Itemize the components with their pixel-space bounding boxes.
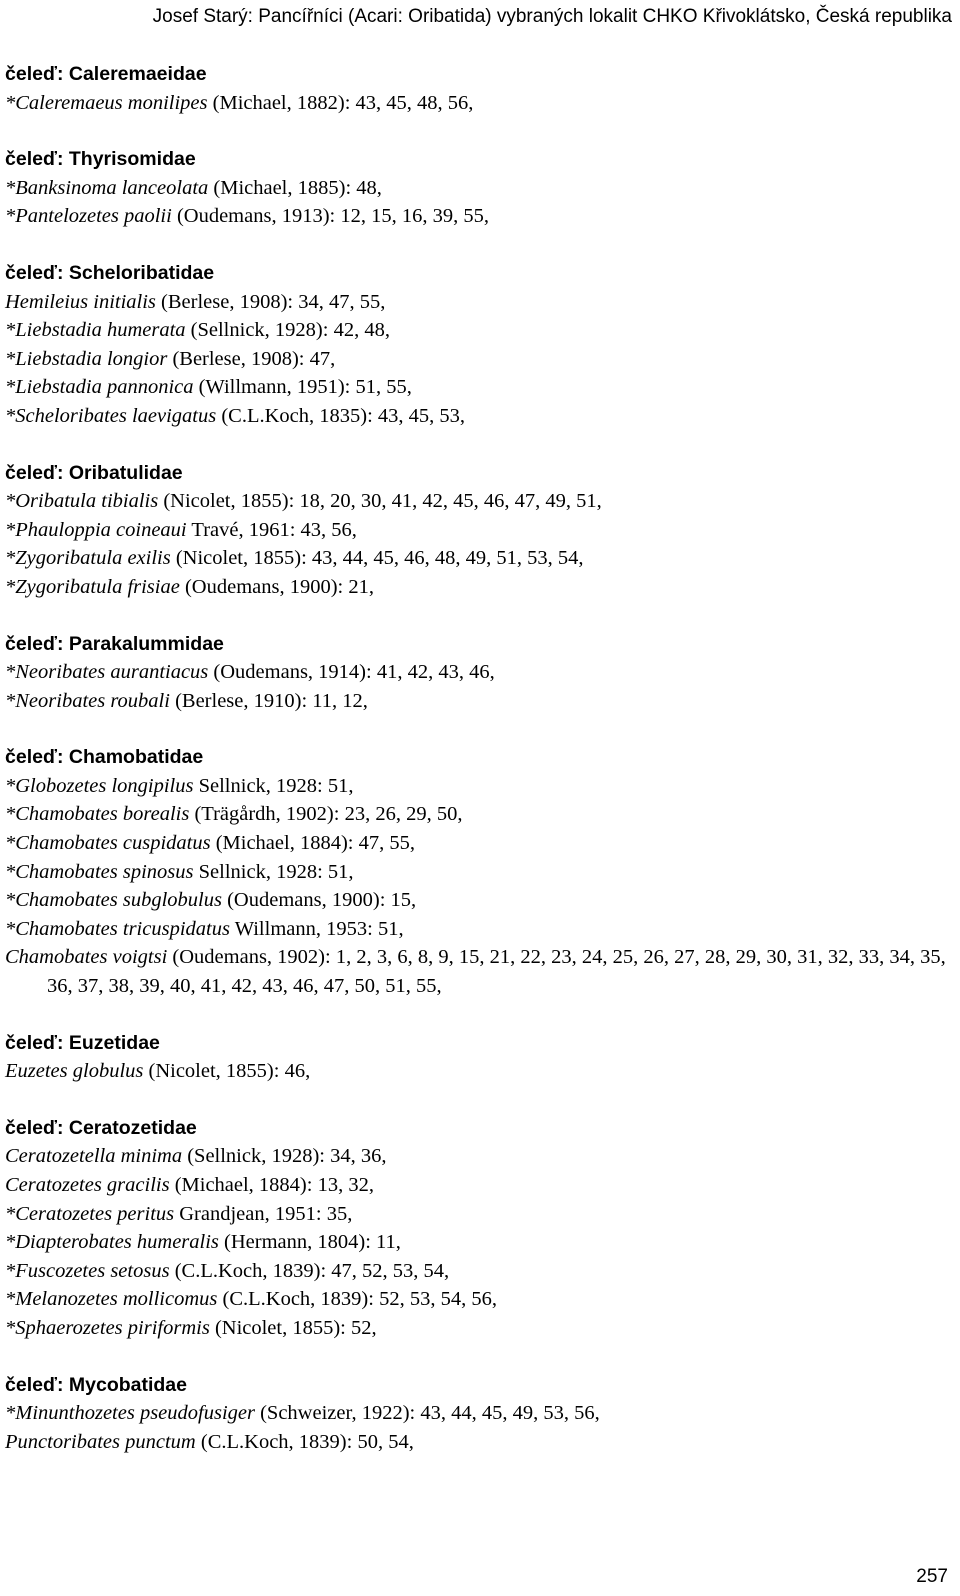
species-name: *Chamobates spinosus	[5, 860, 194, 883]
species-name: *Liebstadia longior	[5, 347, 168, 370]
family-heading: čeleď: Mycobatidae	[5, 1373, 187, 1396]
family-heading: čeleď: Oribatulidae	[5, 461, 183, 484]
species-name: *Scheloribates laevigatus	[5, 404, 217, 427]
species-entry	[5, 288, 950, 317]
family-section	[5, 1029, 950, 1086]
species-details: (Berlese, 1908): 47,	[167, 347, 336, 370]
species-details: (Sellnick, 1928): 42, 48,	[185, 319, 390, 342]
family-section	[5, 459, 950, 602]
species-details: (C.L.Koch, 1839): 47, 52, 53, 54,	[169, 1259, 450, 1282]
species-entry	[5, 829, 950, 858]
species-details: (Oudemans, 1902): 1, 2, 3, 6, 8, 9, 15, 21, 22, 23, 24, 25, 26, 27, 28, 29, 30, 31, 32, 33, 34, 35, 36, 37, 38, 39, 40, 41, 42, 43, 46, 47, 50, 51, 55,	[47, 946, 946, 998]
species-name: *Caleremaeus monilipes	[5, 91, 208, 114]
family-heading: čeleď: Chamobatidae	[5, 746, 204, 769]
species-name: *Zygoribatula exilis	[5, 547, 171, 570]
species-name: *Neoribates roubali	[5, 689, 170, 712]
species-name: *Banksinoma lanceolata	[5, 176, 209, 199]
species-entry	[5, 516, 950, 545]
species-entry	[5, 573, 950, 602]
species-details: (C.L.Koch, 1839): 52, 53, 54, 56,	[217, 1288, 497, 1311]
species-details: Grandjean, 1951: 35,	[174, 1202, 353, 1225]
species-details: (Oudemans, 1913): 12, 15, 16, 39, 55,	[171, 205, 489, 228]
species-name: *Globozetes longipilus	[5, 774, 194, 797]
species-name: *Zygoribatula frisiae	[5, 575, 180, 598]
species-entry	[5, 316, 950, 345]
species-entry	[5, 373, 950, 402]
species-name: *Diapterobates humeralis	[5, 1231, 219, 1254]
family-heading: čeleď: Ceratozetidae	[5, 1116, 197, 1139]
species-entry	[5, 89, 950, 118]
species-entry	[5, 943, 950, 1000]
family-section	[5, 145, 950, 231]
species-entry	[5, 687, 950, 716]
species-list	[5, 60, 950, 1484]
family-heading: čeleď: Euzetidae	[5, 1031, 160, 1054]
species-details: (C.L.Koch, 1835): 43, 45, 53,	[216, 404, 466, 427]
species-details: (Michael, 1884): 13, 32,	[169, 1174, 374, 1196]
species-name: *Liebstadia humerata	[5, 319, 186, 342]
species-details: (Berlese, 1910): 11, 12,	[169, 689, 368, 712]
species-name: *Minunthozetes pseudofusiger	[5, 1402, 255, 1425]
species-entry	[5, 800, 950, 829]
species-details: Sellnick, 1928: 51,	[193, 860, 354, 883]
species-entry	[5, 487, 950, 516]
species-details: (Nicolet, 1855): 52,	[209, 1316, 377, 1339]
family-heading: čeleď: Thyrisomidae	[5, 148, 196, 171]
species-name: Ceratozetella minima	[5, 1145, 183, 1168]
species-entry	[5, 1399, 950, 1428]
species-name: *Pantelozetes paolii	[5, 205, 172, 228]
species-details: Travé, 1961: 43, 56,	[186, 518, 357, 541]
species-entry	[5, 772, 950, 801]
species-entry	[5, 1057, 950, 1086]
species-entry	[5, 202, 950, 231]
species-details: (Willmann, 1951): 51, 55,	[193, 376, 412, 399]
species-details: Willmann, 1953: 51,	[229, 917, 404, 940]
species-details: (Berlese, 1908): 34, 47, 55,	[155, 290, 386, 313]
species-entry	[5, 1314, 950, 1343]
species-entry	[5, 402, 950, 431]
family-heading: čeleď: Parakalummidae	[5, 632, 224, 655]
species-name: *Phauloppia coineaui	[5, 518, 187, 541]
species-name: *Oribatula tibialis	[5, 490, 159, 513]
species-details: (Michael, 1885): 48,	[208, 176, 382, 199]
family-section	[5, 1371, 950, 1457]
species-entry	[5, 1428, 950, 1457]
page-number: 257	[916, 1566, 948, 1587]
species-name: *Melanozetes mollicomus	[5, 1288, 218, 1311]
family-section	[5, 743, 950, 1000]
species-details: (Michael, 1882): 43, 45, 48, 56,	[207, 91, 474, 114]
species-entry	[5, 1228, 950, 1257]
species-name: *Neoribates aurantiacus	[5, 661, 209, 684]
species-entry	[5, 915, 950, 944]
family-heading: čeleď: Scheloribatidae	[5, 261, 215, 284]
species-details: (Oudemans, 1900): 15,	[221, 889, 417, 912]
species-entry	[5, 1285, 950, 1314]
species-name: *Chamobates cuspidatus	[5, 832, 211, 855]
family-section	[5, 60, 950, 117]
species-name: Chamobates voigtsi	[5, 946, 168, 969]
species-details: Sellnick, 1928: 51,	[193, 774, 354, 797]
species-details: (Oudemans, 1914): 41, 42, 43, 46,	[208, 661, 495, 684]
species-name: *Ceratozetes peritus	[5, 1202, 175, 1225]
species-name: *Chamobates tricuspidatus	[5, 917, 230, 940]
species-name: *Chamobates borealis	[5, 803, 190, 826]
family-section	[5, 630, 950, 716]
species-name: Euzetes globulus	[5, 1060, 144, 1083]
species-entry	[5, 1171, 950, 1200]
species-details: (Oudemans, 1900): 21,	[179, 575, 374, 598]
species-name: Ceratozetes gracilis	[5, 1174, 170, 1196]
species-entry	[5, 886, 950, 915]
species-name: *Sphaerozetes piriformis	[5, 1316, 210, 1339]
species-details: (Nicolet, 1855): 18, 20, 30, 41, 42, 45, 46, 47, 49, 51,	[158, 490, 602, 513]
species-name: *Fuscozetes setosus	[5, 1259, 170, 1282]
species-details: (C.L.Koch, 1839): 50, 54,	[195, 1430, 414, 1453]
species-details: (Trägårdh, 1902): 23, 26, 29, 50,	[189, 803, 463, 826]
species-name: *Chamobates subglobulus	[5, 889, 222, 912]
species-entry	[5, 1142, 950, 1171]
species-entry	[5, 858, 950, 887]
species-details: (Hermann, 1804): 11,	[218, 1231, 401, 1254]
species-details: (Nicolet, 1855): 46,	[143, 1060, 311, 1083]
species-entry	[5, 1257, 950, 1286]
species-entry	[5, 345, 950, 374]
species-entry	[5, 544, 950, 573]
species-name: Hemileius initialis	[5, 290, 156, 313]
species-name: *Liebstadia pannonica	[5, 376, 194, 399]
species-entry	[5, 174, 950, 203]
family-section	[5, 1114, 950, 1343]
species-details: (Nicolet, 1855): 43, 44, 45, 46, 48, 49, 51, 53, 54,	[170, 547, 584, 570]
species-details: (Schweizer, 1922): 43, 44, 45, 49, 53, 56,	[254, 1402, 600, 1425]
family-section	[5, 259, 950, 431]
species-entry	[5, 658, 950, 687]
species-details: (Sellnick, 1928): 34, 36,	[182, 1145, 387, 1168]
species-details: (Michael, 1884): 47, 55,	[210, 832, 415, 855]
family-heading: čeleď: Caleremaeidae	[5, 63, 207, 85]
running-header: Josef Starý: Pancířníci (Acari: Oribatida) vybraných lokalit CHKO Křivoklátsko, Česká republika	[152, 6, 952, 27]
species-entry	[5, 1200, 950, 1229]
species-name: Punctoribates punctum	[5, 1430, 196, 1453]
